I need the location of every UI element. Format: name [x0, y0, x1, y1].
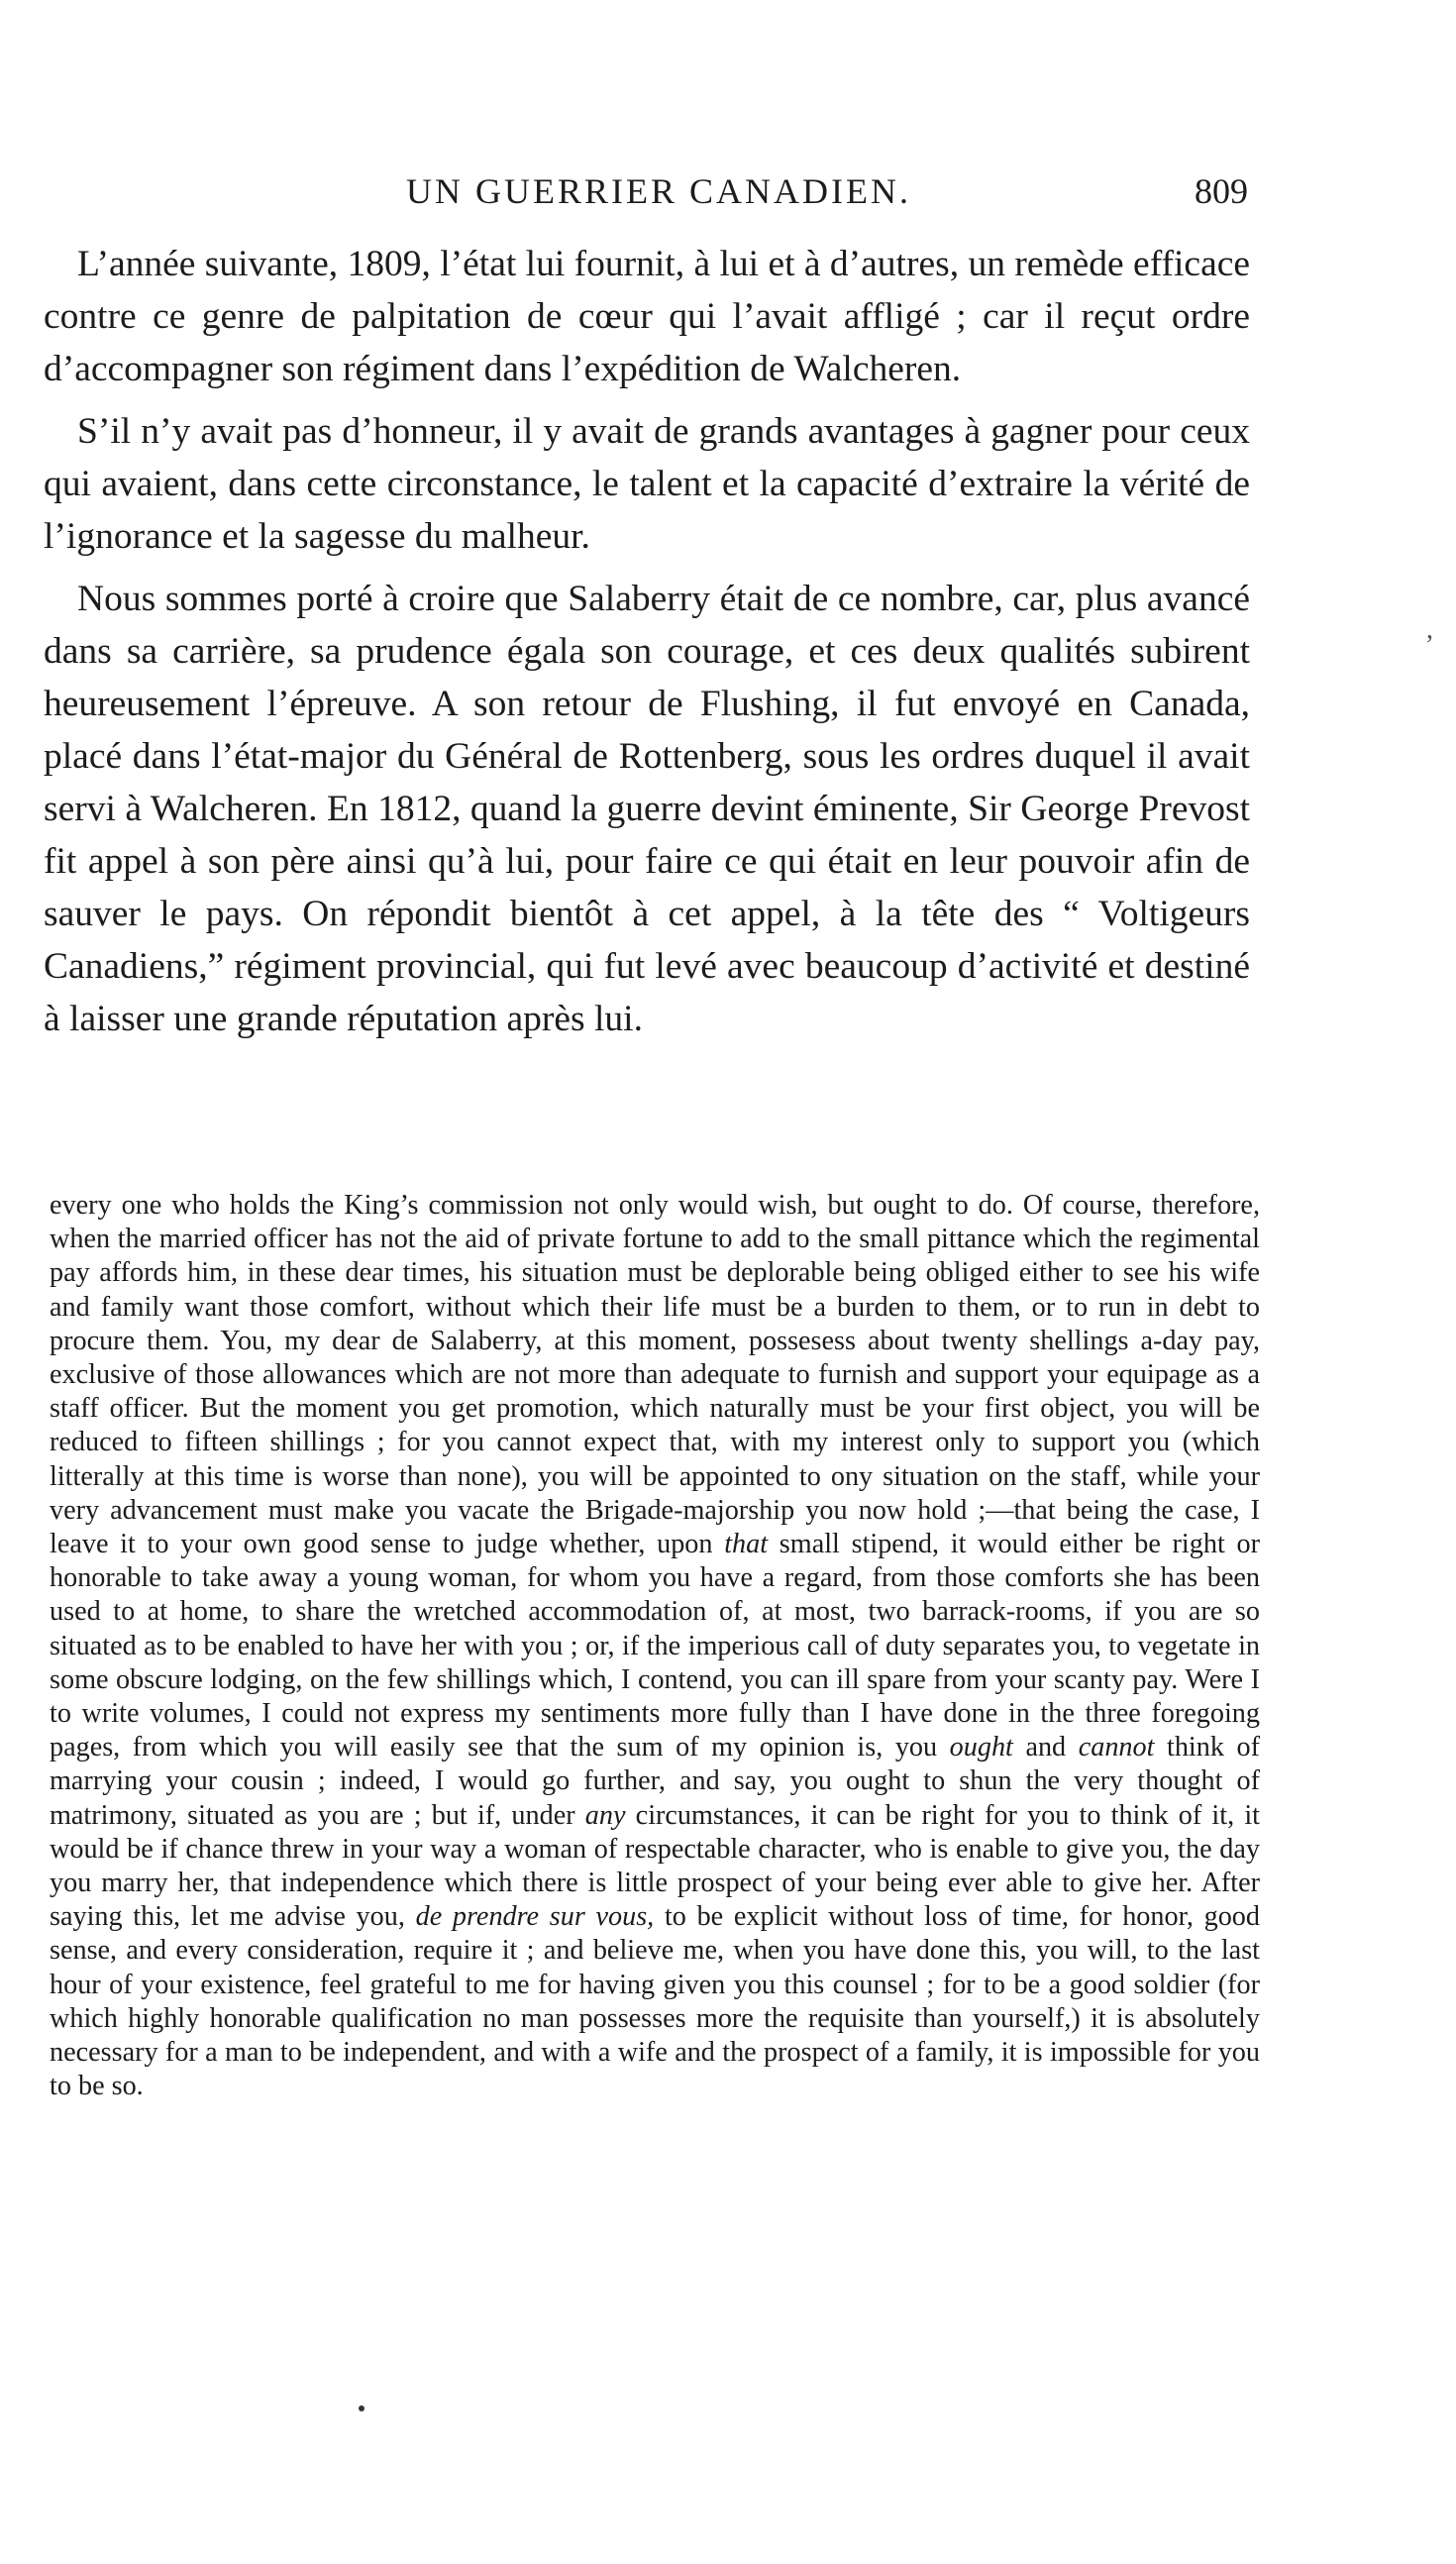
footnote-text-1: every one who holds the King’s commission not only would wish, but ought to do. Of course, therefore, when the married officer has not the aid of private fortune to add to the small pittance which the regimental pay affords him, in these dear times, his situation must be deplorable being obliged either to see his wife and family want those comfort, without which their life must be a burden to them, or to run in debt to procure them. You, my dear de Salaberry, at this moment, possesess about twenty shellings a-day pay, exclusive of those allowances which are not more than adequate to furnish and support your equipage as a staff officer. But the moment you get promotion, which naturally must be your first object, you will be reduced to fifteen shillings ; for you cannot expect that, with my interest only to support you (which litterally at this time is worse than none), you will be appointed to ony situation on the staff, while your very advancement must make you vacate the Brigade-majorship you now hold ;—that being the case, I leave it to your own good sense to judge whether, upon: [50, 1190, 1260, 1560]
paragraph-3: Nous sommes porté à croire que Salaberry était de ce nombre, car, plus avancé dans sa carrière, sa prudence égala son courage, et ces deux qualités subirent heureusement l’épreuve. A son retour de Flushing, il fut envoyé en Canada, placé dans l’état-major du Général de Rottenberg, sous les ordres duquel il avait servi à Walcheren. En 1812, quand la guerre devint éminente, Sir George Prevost fit appel à son père ainsi qu’à lui, pour faire ce qui était en leur pouvoir afin de sauver le pays. On répondit bientôt à cet appel, à la tête des “ Voltigeurs Canadiens,” régiment provincial, qui fut levé avec beaucoup d’activité et destiné à laisser une grande réputation après lui.: [44, 579, 1250, 1039]
running-title: UN GUERRIER CANADIEN.: [406, 171, 911, 211]
main-text: [44, 238, 1250, 1055]
footnote-emphasis-that: that: [724, 1529, 769, 1560]
footnote-emphasis-ought: ought: [949, 1732, 1013, 1763]
footnote: [50, 1189, 1260, 2103]
footnote-text-6: to be explicit without loss of time, for honor, good sense, and every consideration, require it ; and believe me, when you have done this, you will, to the last hour of your existence, feel grateful to me for having given you this counsel ; for to be a good soldier (for which highly honorable qualification no man possesses more the requisite than yourself,) it is absolutely necessary for a man to be independent, and with a wife and the prospect of a family, it is impossible for you to be so.: [50, 1901, 1260, 2102]
footnote-text-5: circumstances, it can be right for you to think of it, it would be if chance threw in your way a woman of respectable character, who is enable to give you, the day you marry her, that independence which there is little prospect of your being ever able to give her. After saying this, let me advise you,: [50, 1799, 1260, 1933]
margin-mark: ,: [1426, 614, 1433, 645]
footnote-paragraph: [50, 1189, 1260, 2103]
footnote-text-3: and: [1012, 1732, 1079, 1763]
paragraph-1: L’année suivante, 1809, l’état lui fournit, à lui et à d’autres, un remède efficace contre ce genre de palpitation de cœur qui l’avait affligé ; car il reçut ordre d’accompagner son régiment dans l’expédition de Walcheren.: [44, 244, 1250, 389]
footnote-text-4: think of marrying your cousin ; indeed, I would go further, and say, you ought to shun the very thought of matrimony, situated as you are ; but if, under: [50, 1732, 1260, 1831]
ink-dot: [359, 2405, 364, 2411]
footnote-emphasis-cannot: cannot: [1078, 1732, 1155, 1763]
footnote-text-2: small stipend, it would either be right or honorable to take away a young woman, for whom you have a regard, from those comforts she has been used to at home, to share the wretched accommodation of, at most, two barrack-rooms, if you are so situated as to be enabled to have her with you ; or, if the imperious call of duty separates you, to vegetate in some obscure lodging, on the few shillings which, I contend, you can ill spare from your scanty pay. Were I to write volumes, I could not express my sentiments more fully than I have done in the three foregoing pages, from which you will easily see that the sum of my opinion is, you: [50, 1529, 1260, 1763]
footnote-emphasis-french: de prendre sur vous,: [415, 1901, 655, 1933]
paragraph-2: S’il n’y avait pas d’honneur, il y avait de grands avantages à gagner pour ceux qui avaient, dans cette circonstance, le talent et la capacité d’extraire la vérité de l’ignorance et la sagesse du malheur.: [44, 411, 1250, 557]
running-head: [69, 166, 1248, 216]
page-number: 809: [1195, 171, 1248, 211]
footnote-emphasis-any: any: [584, 1799, 626, 1831]
